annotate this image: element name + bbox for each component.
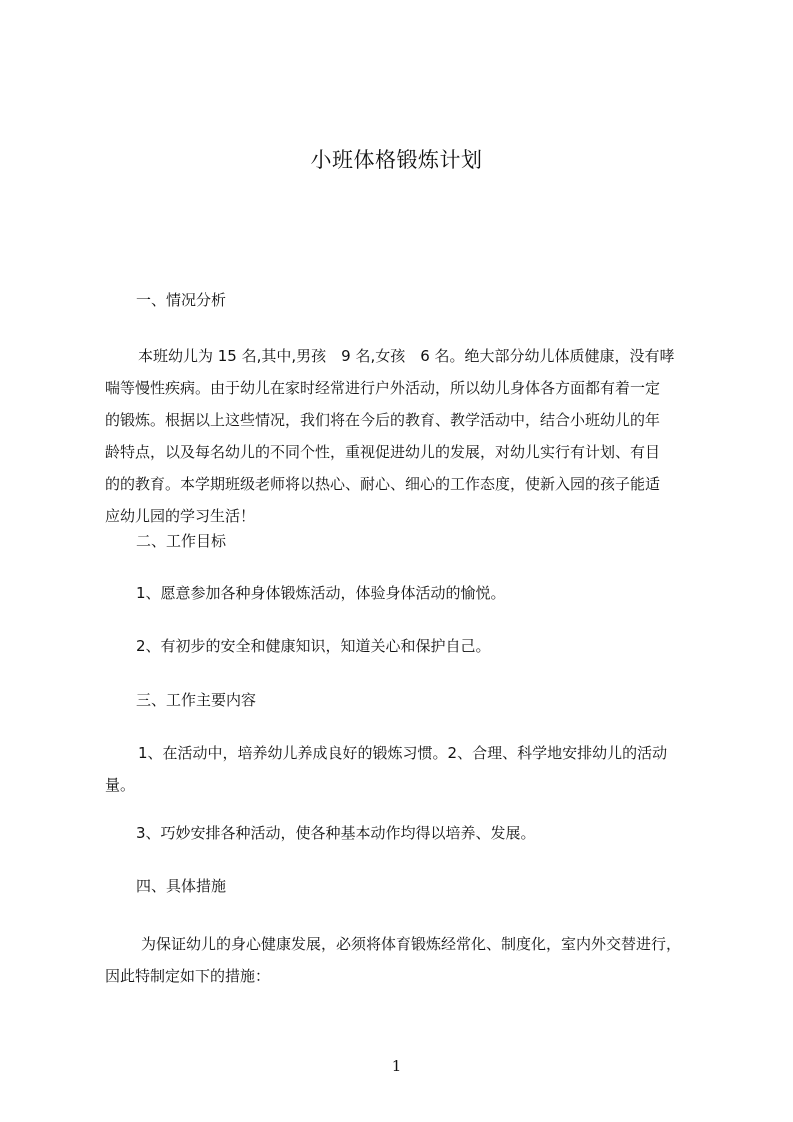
content-line-2: 量。 [105,776,136,794]
section-heading-goals: 二、工作目标 [136,532,227,550]
content-line-1: 1、在活动中，培养幼儿养成良好的锻炼习惯。2、合理、科学地安排幼儿的活动 [138,744,668,762]
section-heading-situation: 一、情况分析 [136,291,227,309]
situation-line-6: 应幼儿园的学习生活！ [105,507,256,525]
situation-line-3: 的锻炼。根据以上这些情况，我们将在今后的教育、教学活动中，结合小班幼儿的年 [105,411,661,429]
page-number: 1 [391,1057,402,1075]
document-title: 小班体格锻炼计划 [310,148,483,172]
measures-line-2: 因此特制定如下的措施： [105,967,271,985]
measures-paragraph [105,928,705,992]
content-paragraph [105,737,705,801]
situation-line-2: 喘等慢性疾病。由于幼儿在家时经常进行户外活动，所以幼儿身体各方面都有着一定 [105,379,661,397]
section-heading-content: 三、工作主要内容 [136,691,257,709]
section-heading-measures: 四、具体措施 [136,877,227,895]
situation-line-5: 的的教育。本学期班级老师将以热心、耐心、细心的工作态度，使新入园的孩子能适 [105,475,661,493]
measures-line-1: 为保证幼儿的身心健康发展，必须将体育锻炼经常化、制度化，室内外交替进行， [141,935,682,953]
situation-paragraph [105,340,705,532]
situation-line-4: 龄特点，以及每名幼儿的不同个性，重视促进幼儿的发展，对幼儿实行有计划、有目 [105,443,661,461]
goal-item-2: 2、有初步的安全和健康知识，知道关心和保护自己。 [136,637,491,655]
content-item-3: 3、巧妙安排各种活动，使各种基本动作均得以培养、发展。 [136,824,536,842]
situation-line-1: 本班幼儿为 15 名,其中,男孩 9 名,女孩 6 名。绝大部分幼儿体质健康，没有哮 [138,347,675,365]
goal-item-1: 1、愿意参加各种身体锻炼活动，体验身体活动的愉悦。 [136,584,506,602]
